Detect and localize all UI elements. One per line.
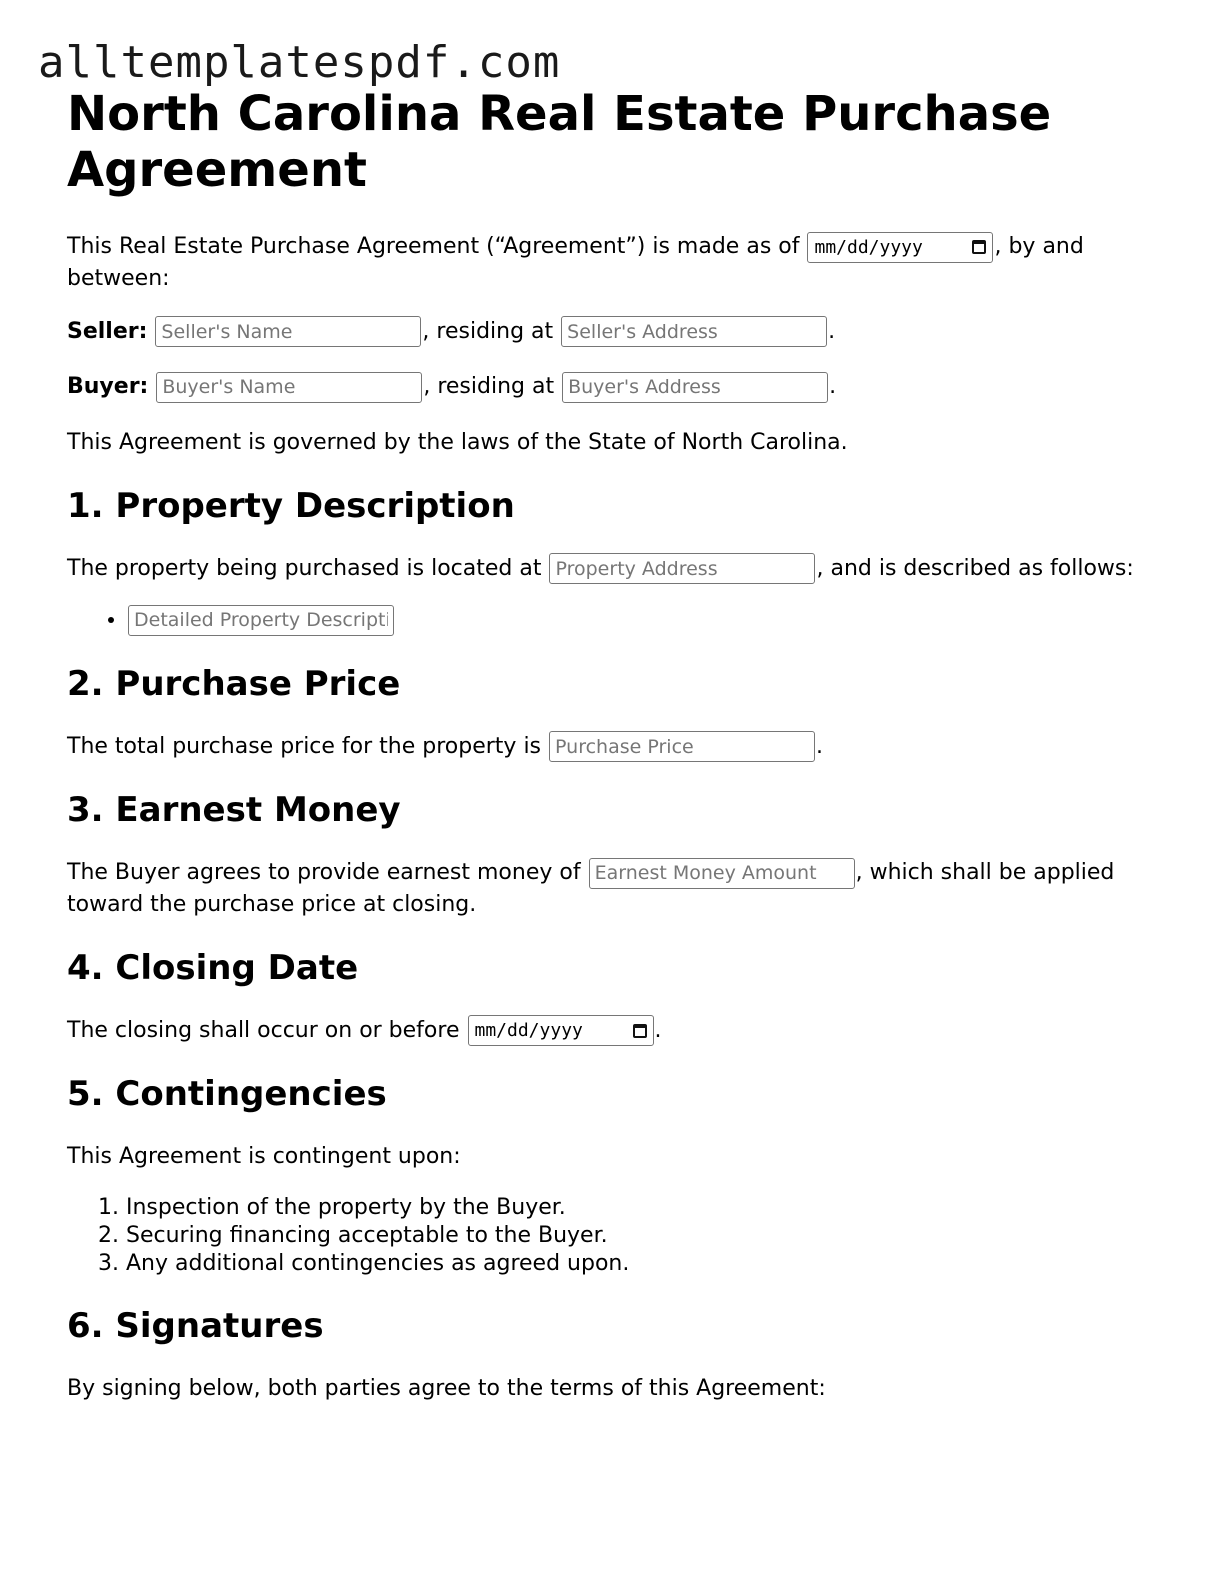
intro-paragraph	[67, 231, 1157, 294]
list-item	[127, 604, 1157, 636]
buyer-residing-text: , residing at	[423, 374, 555, 399]
earnest-text-before: The Buyer agrees to provide earnest money of	[67, 860, 581, 885]
seller-label: Seller:	[67, 318, 148, 344]
intro-text-after: , by and between:	[67, 234, 1084, 291]
seller-address-input[interactable]	[561, 316, 827, 347]
signatures-text: By signing below, both parties agree to the terms of this Agreement:	[67, 1376, 826, 1401]
closing-date-input[interactable]	[468, 1015, 654, 1046]
contingencies-heading: 5. Contingencies	[67, 1074, 387, 1114]
property-heading: 1. Property Description	[67, 485, 515, 526]
buyer-line	[67, 371, 1157, 403]
list-item: 2. Securing financing acceptable to the Buyer.	[126, 1222, 1157, 1250]
contingencies-text: This Agreement is contingent upon:	[67, 1144, 461, 1169]
closing-paragraph	[67, 1015, 1157, 1047]
purchase-price-input[interactable]	[549, 731, 815, 762]
earnest-money-input[interactable]	[589, 858, 855, 889]
price-text-before: The total purchase price for the property is	[67, 733, 542, 759]
buyer-label: Buyer:	[67, 374, 149, 399]
agreement-document	[67, 86, 1157, 1404]
seller-name-input[interactable]	[155, 316, 421, 347]
earnest-heading: 3. Earnest Money	[67, 790, 401, 830]
closing-date-placeholder: mm/dd/yyyy	[474, 1020, 583, 1041]
governing-law-text: This Agreement is governed by the laws of the State of North Carolina.	[67, 429, 848, 455]
list-item: 1. Inspection of the property by the Buyer.	[126, 1194, 1157, 1222]
contingencies-list	[67, 1194, 1157, 1278]
closing-heading: 4. Closing Date	[67, 947, 359, 988]
list-item: 3. Any additional contingencies as agreed upon.	[126, 1250, 1157, 1278]
closing-text-after: .	[654, 1017, 662, 1043]
seller-residing-text: , residing at	[422, 318, 554, 344]
site-watermark: alltemplatespdf.com	[38, 37, 561, 88]
price-paragraph	[67, 731, 1157, 763]
calendar-icon[interactable]	[633, 1024, 647, 1038]
earnest-paragraph	[67, 857, 1157, 920]
closing-text-before: The closing shall occur on or before	[67, 1017, 460, 1043]
property-text-after: , and is described as follows:	[816, 555, 1134, 581]
page-title: North Carolina Real Estate Purchase Agreement	[67, 86, 1052, 198]
signatures-heading: 6. Signatures	[67, 1306, 324, 1346]
buyer-name-input[interactable]	[156, 372, 422, 403]
seller-line	[67, 316, 1157, 348]
property-text-before: The property being purchased is located at	[67, 555, 542, 581]
buyer-address-input[interactable]	[562, 372, 828, 403]
property-address-input[interactable]	[549, 553, 815, 584]
price-heading: 2. Purchase Price	[67, 663, 401, 704]
property-description-list	[67, 604, 1157, 636]
buyer-end: .	[829, 374, 837, 399]
intro-text-before: This Real Estate Purchase Agreement (“Agreement”) is made as of	[67, 234, 800, 259]
earnest-text-after: , which shall be applied toward the purchase price at closing.	[67, 860, 1115, 917]
price-text-after: .	[816, 733, 824, 759]
agreement-date-input[interactable]	[807, 232, 993, 263]
calendar-icon[interactable]	[972, 240, 986, 254]
agreement-date-placeholder: mm/dd/yyyy	[814, 236, 923, 258]
property-paragraph	[67, 553, 1157, 585]
seller-end: .	[828, 318, 836, 344]
property-description-input[interactable]	[128, 605, 394, 636]
